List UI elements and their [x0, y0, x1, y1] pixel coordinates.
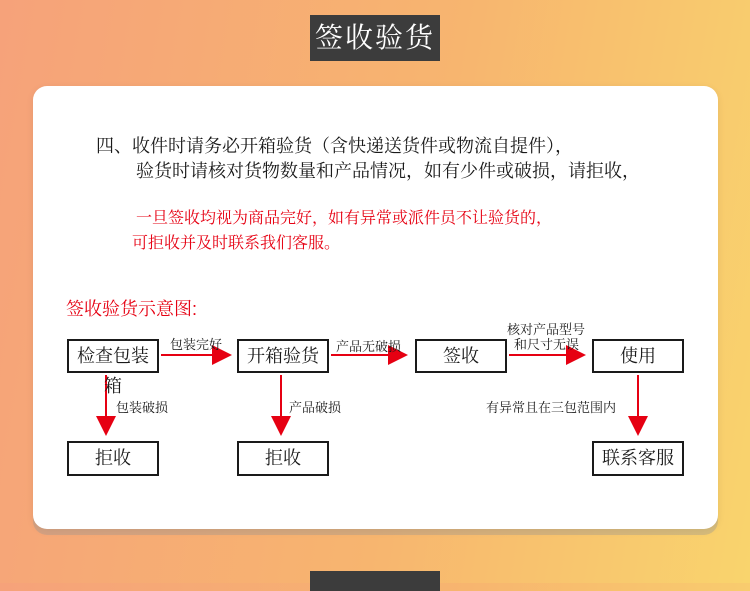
label-abnormal-warranty: 有异常且在三包范围内: [486, 400, 617, 415]
warning-line-1: 一旦签收均视为商品完好，如有异常或派件员不让验货的，: [136, 210, 553, 227]
box-use: 使用: [592, 339, 684, 373]
notice-line-1: 四、收件时请务必开箱验货（含快递送货件或物流自提件），: [96, 136, 573, 156]
label-verify-line-1: 核对产品型号: [507, 322, 586, 337]
next-section-banner: [310, 571, 440, 591]
box-inspect-package: 检查包装箱: [67, 339, 159, 373]
page-title: 签收验货: [310, 15, 440, 61]
box-sign: 签收: [415, 339, 507, 373]
label-verify-line-2: 和尺寸无误: [514, 337, 580, 352]
box-reject-2: 拒收: [237, 441, 329, 476]
box-reject-1: 拒收: [67, 441, 159, 476]
label-product-ok: 产品无破损: [336, 339, 402, 354]
diagram-heading: 签收验货示意图:: [66, 299, 198, 319]
label-package-ok: 包装完好: [170, 337, 223, 352]
notice-line-2: 验货时请核对货物数量和产品情况，如有少件或破损，请拒收，: [136, 161, 640, 181]
label-package-broken: 包装破损: [116, 400, 169, 415]
label-product-broken: 产品破损: [289, 400, 342, 415]
box-contact-service: 联系客服: [592, 441, 684, 476]
warning-line-2: 可拒收并及时联系我们客服。: [132, 235, 341, 252]
box-open-inspect: 开箱验货: [237, 339, 329, 373]
